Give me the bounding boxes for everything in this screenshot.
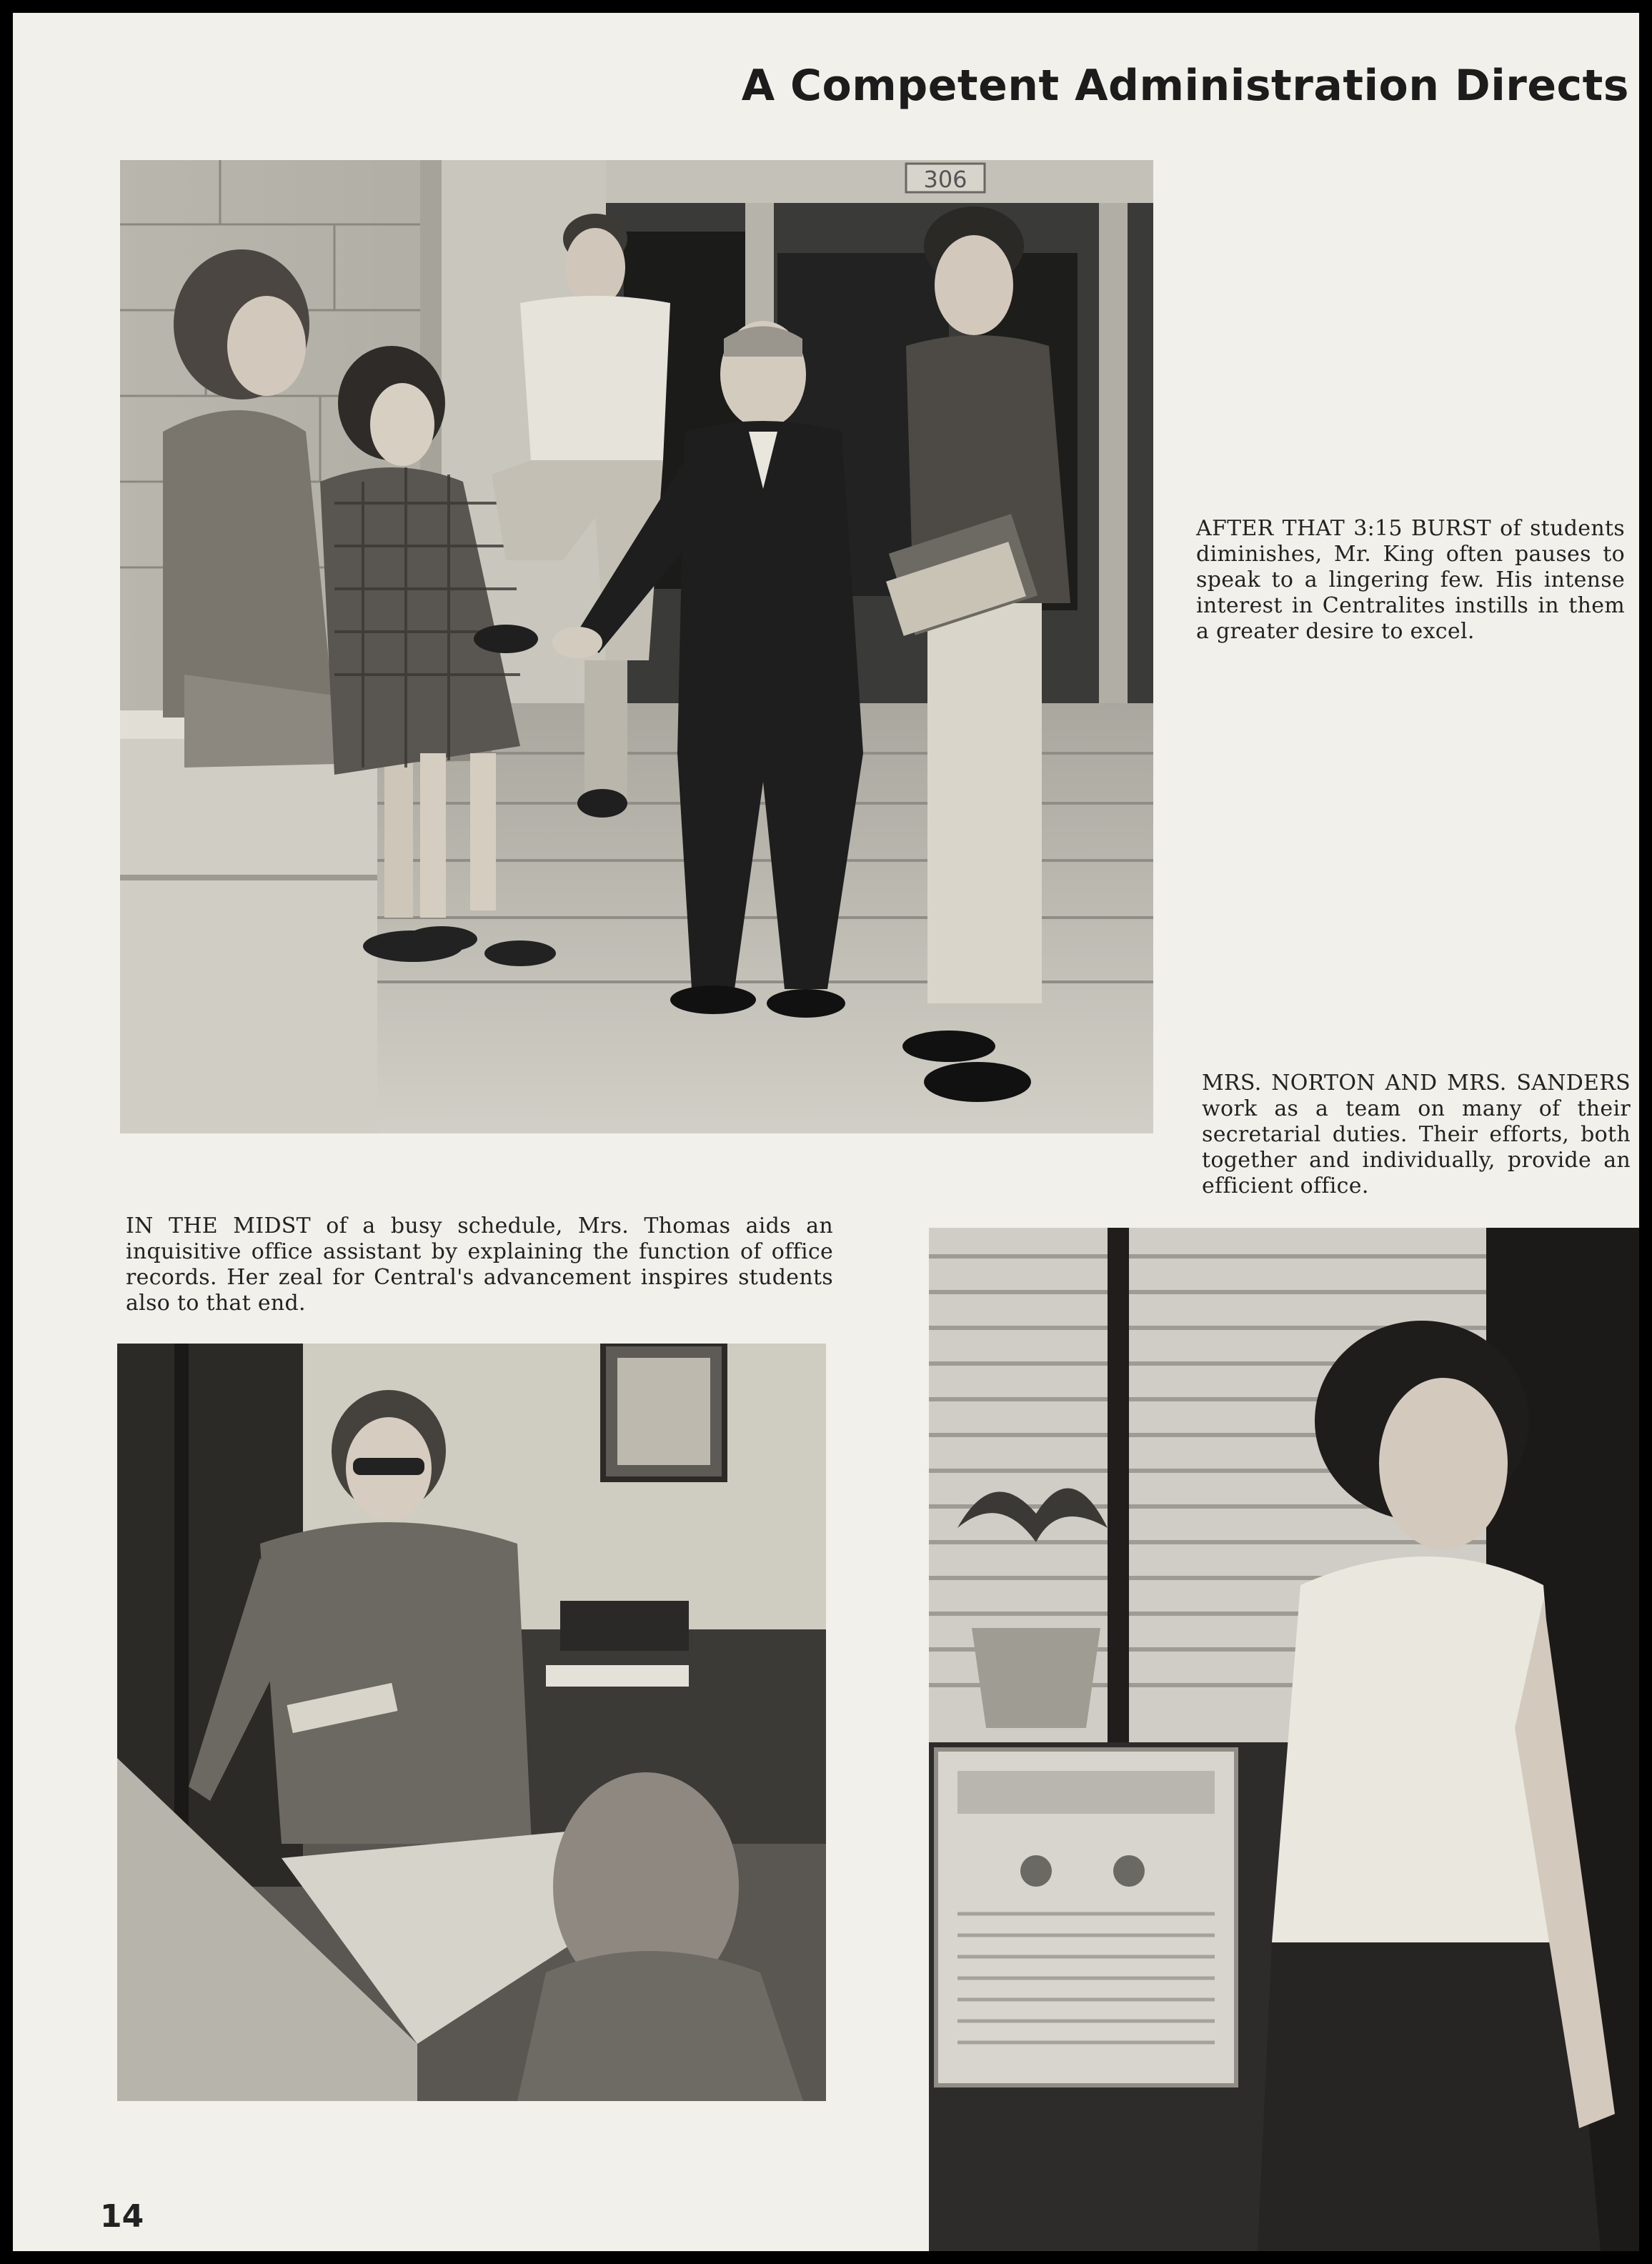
yearbook-page bbox=[13, 13, 1639, 2251]
window-air-conditioner bbox=[936, 1749, 1236, 2085]
office-scene bbox=[117, 1344, 826, 2101]
steps-scene bbox=[120, 160, 1153, 1133]
page-title: A Competent Administration Directs bbox=[741, 61, 1629, 111]
photo-students-on-steps bbox=[120, 160, 1153, 1133]
page-number: 14 bbox=[100, 2198, 144, 2235]
caption-steps: AFTER THAT 3:15 BURST of students diminishes, Mr. King often pauses to speak to a lingering few. His intense interest in Centralites instills in them a greater desire to excel. bbox=[1196, 516, 1625, 644]
window-scene bbox=[929, 1228, 1639, 2251]
building-number: 306 bbox=[923, 166, 967, 193]
caption-office: IN THE MIDST of a busy schedule, Mrs. Thomas aids an inquisitive office assistant by explaining the function of office records. Her zeal for Central's advancement inspires students also to that end. bbox=[126, 1213, 833, 1316]
caption-secretaries: MRS. NORTON AND MRS. SANDERS work as a team on many of their secretarial duties. Their efforts, both together and individually, provide an efficient office. bbox=[1202, 1071, 1631, 1198]
typewriter bbox=[560, 1601, 689, 1651]
photo-office-desk bbox=[117, 1344, 826, 2101]
photo-window-office bbox=[929, 1228, 1639, 2251]
